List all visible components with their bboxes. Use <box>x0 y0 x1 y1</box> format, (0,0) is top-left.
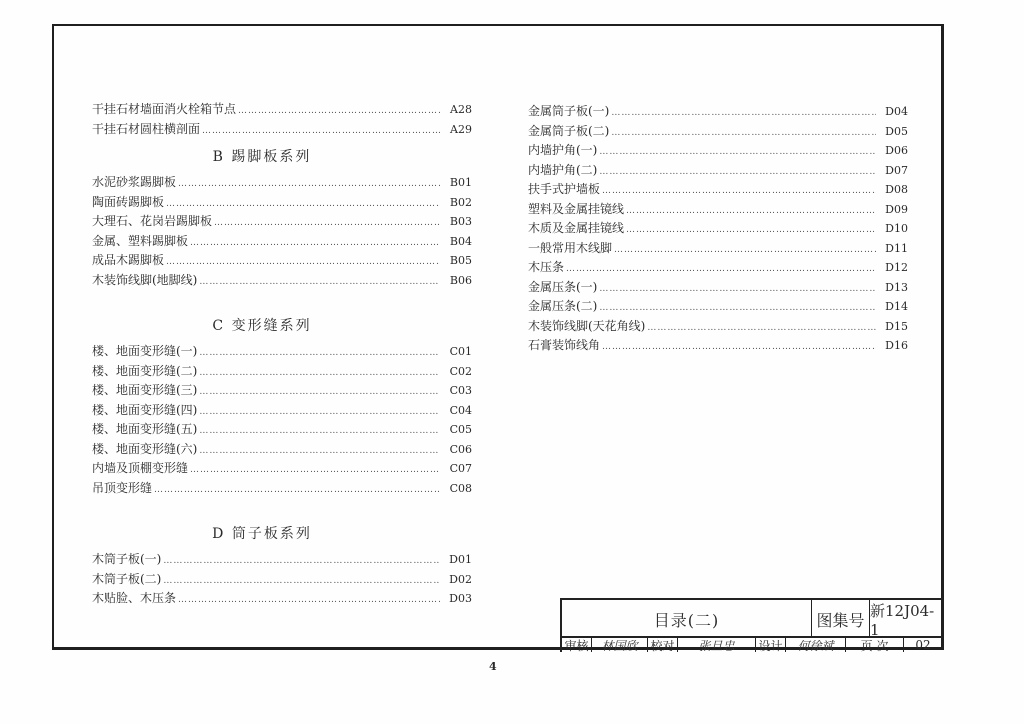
entry-code: B02 <box>449 195 472 209</box>
entry-code: C04 <box>449 403 472 417</box>
atlas-number-label: 图集号 <box>812 600 870 638</box>
page-number: 4 <box>489 660 497 673</box>
entry-title: 干挂石材圆柱横剖面 <box>92 121 201 136</box>
document-title: 目录(二) <box>562 600 812 638</box>
leader-dots <box>163 576 440 586</box>
entry-code: D02 <box>449 572 472 586</box>
toc-entry <box>528 317 908 337</box>
check-label: 校对 <box>648 638 678 652</box>
entry-title: 扶手式护墙板 <box>528 182 601 196</box>
leader-dots <box>626 225 876 235</box>
entry-title: 塑料及金属挂镜线 <box>528 201 625 216</box>
page-label: 页 次 <box>846 638 904 652</box>
review-signature: 林国欣 <box>592 638 648 652</box>
leader-dots <box>626 206 876 216</box>
toc-entry <box>92 479 472 499</box>
entry-code: D16 <box>885 339 908 352</box>
entry-title: 内墙护角(一) <box>528 143 598 157</box>
design-label: 设计 <box>756 638 786 652</box>
leader-dots <box>199 368 440 378</box>
toc-entry <box>92 232 472 252</box>
entry-code: B01 <box>449 176 472 189</box>
toc-entry <box>92 401 472 421</box>
entry-title: 金属压条(二) <box>528 299 598 313</box>
toc-entry <box>92 570 472 590</box>
design-signature: 何徐斌 <box>786 638 846 652</box>
leader-dots <box>647 323 876 333</box>
leader-dots <box>199 407 440 417</box>
entry-code: C01 <box>449 345 472 358</box>
entry-code: C06 <box>449 442 472 456</box>
leader-dots <box>154 485 440 495</box>
entry-title: 楼、地面变形缝(一) <box>92 344 198 358</box>
entry-code: C02 <box>449 364 472 378</box>
entry-code: D05 <box>885 124 908 138</box>
toc-entry <box>528 141 908 161</box>
entry-title: 木装饰线脚(天花角线) <box>528 318 646 333</box>
section-heading-b: B 踢脚板系列 <box>212 149 312 165</box>
entry-code: D10 <box>885 222 908 235</box>
entry-code: B05 <box>449 254 472 267</box>
toc-entry <box>92 362 472 382</box>
entry-code: D01 <box>449 553 472 566</box>
leader-dots <box>178 179 440 189</box>
entry-title: 金属筒子板(二) <box>528 123 610 138</box>
toc-entry <box>92 589 472 609</box>
leader-dots <box>238 106 440 116</box>
entry-title: 金属压条(一) <box>528 279 598 294</box>
leader-dots <box>599 167 876 177</box>
leader-dots <box>199 426 440 436</box>
leader-dots <box>199 387 440 397</box>
toc-entry <box>92 212 472 232</box>
title-block-signature-row <box>560 636 942 652</box>
toc-entry <box>92 440 472 460</box>
entry-title: 木压条 <box>528 260 565 274</box>
leader-dots <box>178 595 440 605</box>
entry-code: C03 <box>449 384 472 397</box>
toc-entry <box>528 336 908 356</box>
toc-entry <box>528 258 908 278</box>
entry-code: D14 <box>885 300 908 313</box>
entry-title: 大理石、花岗岩踢脚板 <box>92 214 213 228</box>
entry-title: 石膏装饰线角 <box>528 338 601 352</box>
entry-title: 水泥砂浆踢脚板 <box>92 175 177 189</box>
entry-title: 木筒子板(一) <box>92 552 162 566</box>
toc-entry <box>92 193 472 213</box>
leader-dots <box>611 108 876 118</box>
leader-dots <box>566 264 876 274</box>
toc-entry <box>528 161 908 181</box>
leader-dots <box>599 303 876 313</box>
leader-dots <box>199 446 440 456</box>
entry-title: 一般常用木线脚 <box>528 240 613 255</box>
toc-entry <box>528 278 908 298</box>
toc-entry <box>92 459 472 479</box>
entry-title: 内墙及顶棚变形缝 <box>92 461 189 475</box>
entry-title: 陶面砖踢脚板 <box>92 194 165 209</box>
toc-entry <box>528 122 908 142</box>
section-heading-d: D 筒子板系列 <box>212 526 312 542</box>
toc-entry <box>92 100 472 120</box>
section-heading-c: C 变形缝系列 <box>212 318 312 334</box>
entry-code: D07 <box>885 163 908 177</box>
toc-entry <box>528 219 908 239</box>
review-label: 审核 <box>562 638 592 652</box>
entry-title: 金属、塑料踢脚板 <box>92 233 189 248</box>
entry-title: 楼、地面变形缝(五) <box>92 422 198 436</box>
toc-entry <box>92 342 472 362</box>
entry-code: C08 <box>449 481 472 495</box>
toc-entry <box>528 102 908 122</box>
toc-entry <box>92 420 472 440</box>
toc-entry <box>92 550 472 570</box>
entry-code: D06 <box>885 144 908 157</box>
entry-title: 吊顶变形缝 <box>92 480 153 495</box>
entry-title: 木筒子板(二) <box>92 571 162 586</box>
entry-title: 内墙护角(二) <box>528 162 598 177</box>
toc-entry <box>92 381 472 401</box>
leader-dots <box>602 342 876 352</box>
entry-code: D08 <box>885 183 908 196</box>
atlas-number: 新12J04-1 <box>870 601 935 639</box>
leader-dots <box>214 218 440 228</box>
leader-dots <box>163 556 440 566</box>
leader-dots <box>614 245 876 255</box>
entry-code: C05 <box>449 423 472 436</box>
check-signature: 张旦忠 <box>678 638 756 652</box>
leader-dots <box>599 284 876 294</box>
title-block <box>560 598 942 653</box>
toc-entry <box>528 239 908 259</box>
leader-dots <box>166 257 440 267</box>
toc-entry <box>92 120 472 140</box>
title-block-main-row <box>560 598 942 638</box>
entry-code: D04 <box>885 105 908 118</box>
leader-dots <box>602 186 876 196</box>
toc-entry <box>528 180 908 200</box>
toc-entry <box>92 173 472 193</box>
page-value: 02 <box>915 638 931 652</box>
leader-dots <box>611 128 876 138</box>
leader-dots <box>166 199 440 209</box>
entry-code: A29 <box>450 122 472 136</box>
entry-code: D11 <box>885 241 908 255</box>
entry-title: 木装饰线脚(地脚线) <box>92 272 198 287</box>
entry-title: 木贴脸、木压条 <box>92 591 177 605</box>
leader-dots <box>199 348 440 358</box>
entry-title: 金属筒子板(一) <box>528 104 610 118</box>
toc-entry <box>528 200 908 220</box>
entry-code: D13 <box>885 280 908 294</box>
entry-title: 成品木踢脚板 <box>92 253 165 267</box>
entry-title: 干挂石材墙面消火栓箱节点 <box>92 102 237 116</box>
entry-code: D12 <box>885 261 908 274</box>
entry-code: A28 <box>450 103 472 116</box>
leader-dots <box>199 277 440 287</box>
entry-title: 楼、地面变形缝(四) <box>92 402 198 417</box>
leader-dots <box>202 126 440 136</box>
entry-code: B03 <box>449 215 472 228</box>
toc-entry <box>92 271 472 291</box>
entry-code: C07 <box>449 462 472 475</box>
entry-code: D09 <box>885 202 908 216</box>
entry-title: 楼、地面变形缝(六) <box>92 441 198 456</box>
toc-entry <box>92 251 472 271</box>
leader-dots <box>599 147 876 157</box>
toc-entry <box>528 297 908 317</box>
entry-code: B04 <box>449 234 472 248</box>
entry-code: B06 <box>449 273 472 287</box>
entry-title: 楼、地面变形缝(二) <box>92 363 198 378</box>
leader-dots <box>190 238 440 248</box>
toc-right-column <box>528 102 908 356</box>
entry-code: D03 <box>449 592 472 605</box>
entry-code: D15 <box>885 319 908 333</box>
leader-dots <box>190 465 440 475</box>
toc-left-column <box>92 100 472 609</box>
entry-title: 楼、地面变形缝(三) <box>92 383 198 397</box>
entry-title: 木质及金属挂镜线 <box>528 221 625 235</box>
